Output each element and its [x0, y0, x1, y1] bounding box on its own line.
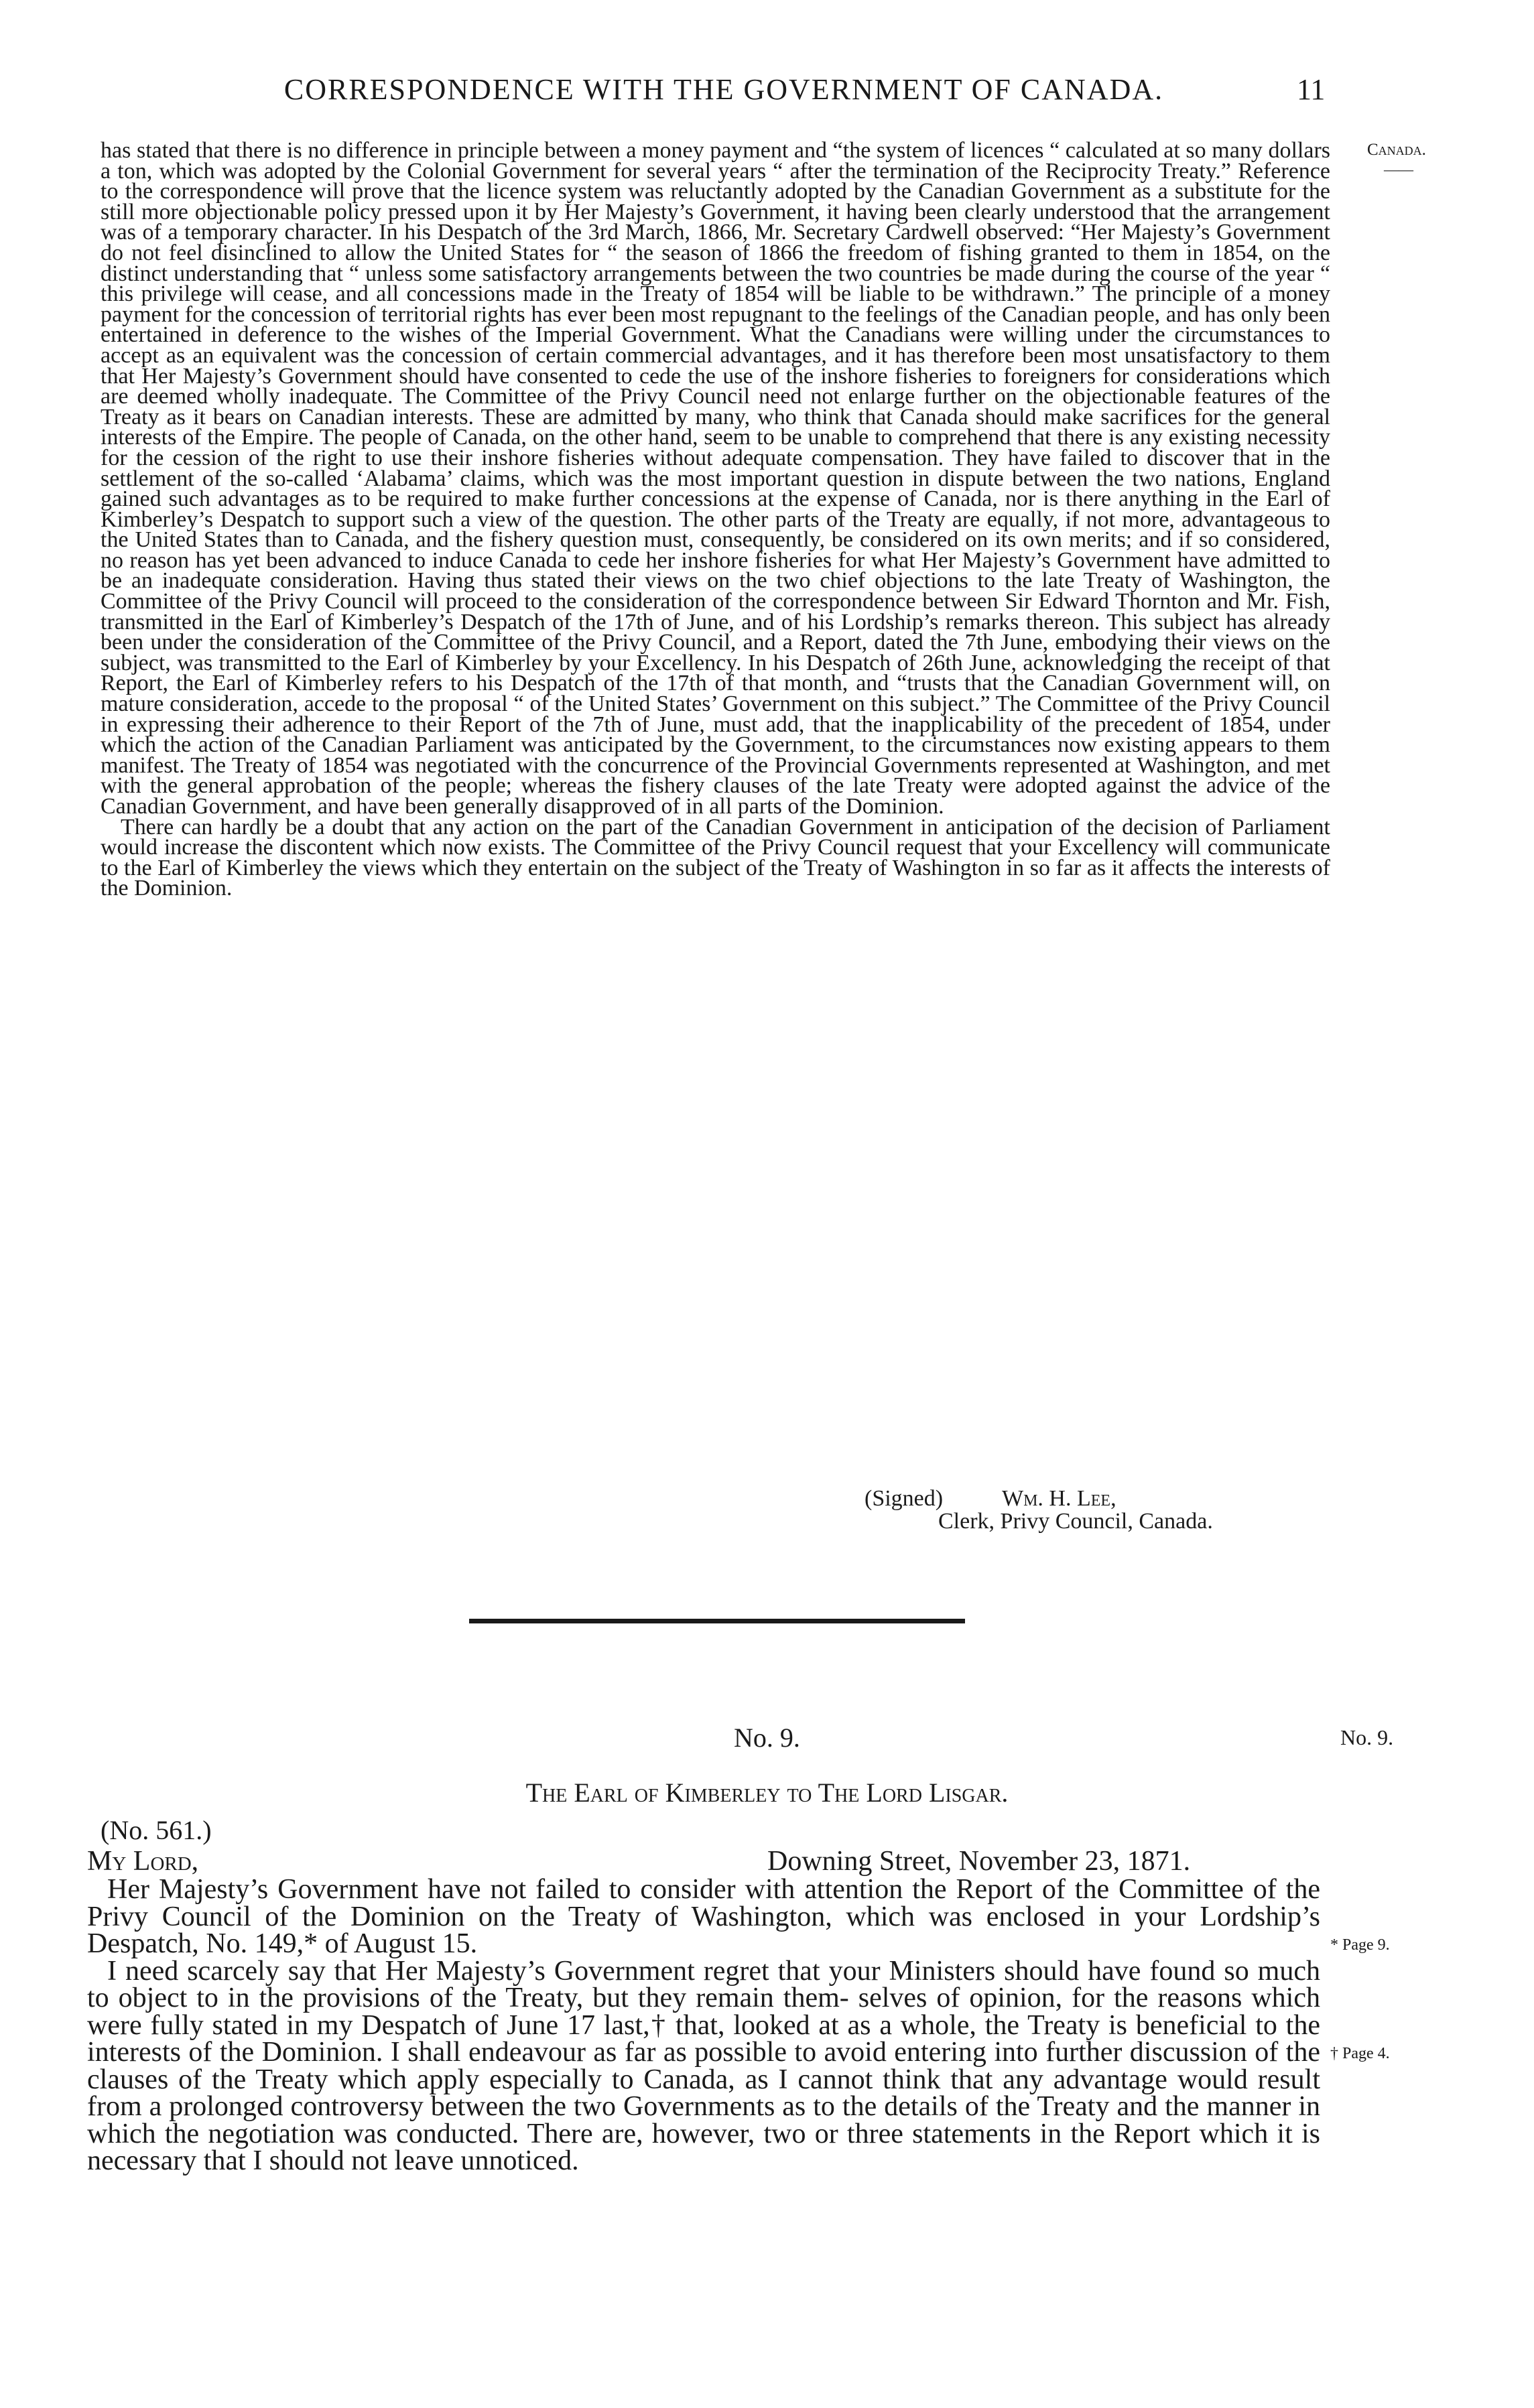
- despatch-p2-line-7: would result from a prolonged controversy between the two Governments as to the: [87, 2064, 1320, 2122]
- margin-note-page4: † Page 4.: [1330, 2045, 1390, 2062]
- despatch-heading: The Earl of Kimberley to The Lord Lisgar.: [525, 1778, 1009, 1808]
- page-number: 11: [1297, 73, 1326, 106]
- despatch-paragraph-2: [87, 1955, 1320, 2176]
- despatch-p2-line-6: of the Treaty which apply especially to Canada, as I cannot think that any advantage: [178, 2064, 1177, 2095]
- despatch-p2-line-3: selves of opinion, for the reasons which were fully stated in my Despatch of June 17: [87, 1983, 1320, 2041]
- section-divider: [469, 1619, 965, 1623]
- despatch-p2-line-9: are, however, two or three statements in the Report which it is necessary that I should: [87, 2118, 1320, 2176]
- despatch-p2-line-8: details of the Treaty and the manner in which the negotiation was conducted. There: [87, 2091, 1320, 2149]
- despatch-reference: (No. 561.): [101, 1815, 212, 1845]
- despatch-p2-line-4: last,† that, looked at as a whole, the Treaty is beneficial to the interests of the Dominion.: [87, 2009, 1320, 2068]
- signer-title: Clerk, Privy Council, Canada.: [938, 1509, 1213, 1534]
- signed-label: (Signed): [865, 1486, 944, 1511]
- signer-name: Wm. H. Lee,: [1002, 1486, 1116, 1511]
- despatch-p2-line-1: I need scarcely say that Her Majesty’s Government regret that your Ministers should: [107, 1955, 1088, 1987]
- despatch-p2-line-2: have found so much to object to in the provisions of the Treaty, but they remain them-: [87, 1955, 1320, 2013]
- despatch-p2-line-10: not leave unnoticed.: [351, 2145, 579, 2176]
- margin-note-page9: * Page 9.: [1330, 1936, 1390, 1954]
- margin-note-dash: ——: [1384, 161, 1413, 178]
- page-header: [0, 72, 1534, 126]
- salutation: My Lord,: [87, 1846, 199, 1877]
- despatch-p1-line-1: Her Majesty’s Government have not failed to consider with attention the Report: [107, 1874, 1042, 1905]
- running-title: CORRESPONDENCE WITH THE GOVERNMENT OF CANADA.: [283, 73, 1164, 106]
- despatch-p1-line-3: which was enclosed in your Lordship’s Despatch, No. 149,* of August 15.: [87, 1901, 1320, 1959]
- report-paragraph-2: There can hardly be a doubt that any action on the part of the Canadian Government in anticipation of the decision of Parliament would increase the discontent which now exists. The Committee of the Privy Council request that your Excellency will communicate to the Earl of Kimberley the views which they entertain on the subject of the Treaty of Washington in so far as it affects the interests of the Dominion.: [101, 814, 1330, 901]
- despatch-paragraph-1: [87, 1876, 1320, 1958]
- margin-note-canada: Canada.: [1367, 141, 1426, 159]
- despatch-body: [87, 1876, 1320, 2175]
- place-date: Downing Street, November 23, 1871.: [767, 1846, 1191, 1877]
- despatch-p2-line-5: I shall endeavour as far as possible to avoid entering into further discussion of the clauses: [87, 2037, 1320, 2095]
- report-paragraph-1: has stated that there is no difference in principle between a money payment and “the system of licences “ calculated at so many dollars a ton, which was adopted by the Colonial Government for several years “ after the termination of the Reciprocity Treaty.” Reference to the correspondence will prove that the licence system was reluctantly adopted by the Canadian Government as a substitute for the still more objectionable policy pressed upon it by Her Majesty’s Government, it having been clearly understood that the arrangement was of a temporary character. In his Despatch of the 3rd March, 1866, Mr. Secretary Cardwell observed: “Her Majesty’s Government do not feel disinclined to allow the United States for “ the season of 1866 the freedom of fishing granted to them in 1854, on the distinct understanding that “ unless some satisfactory arrangements between the two countries be made during the course of the year “ this privilege will cease, and all concessions made in the Treaty of 1854 will be liable to be withdrawn.” The principle of a money payment for the concession of territorial rights has ever been most repugnant to the feelings of the Canadian people, and has only been entertained in deference to the wishes of the Imperial Government. What the Canadians were willing under the circumstances to accept as an equivalent was the concession of certain commercial advantages, and it has therefore been most unsatisfactory to them that Her Majesty’s Government should have consented to cede the use of the inshore fisheries to foreigners for considerations which are deemed wholly inadequate. The Committee of the Privy Council need not enlarge further on the objectionable features of the Treaty as it bears on Canadian interests. These are admitted by many, who think that Canada should make sacrifices for the general interests of the Empire. The people of Canada, on the other hand, seem to be unable to comprehend that there is any existing necessity for the cession of the right to use their inshore fisheries without adequate compensation. They have failed to discover that in the settlement of the so-called ‘Alabama’ claims, which was the most important question in dispute between the two nations, England gained such advantages as to be required to make further concessions at the expense of Canada, nor is there anything in the Earl of Kimberley’s Despatch to support such a view of the question. The other parts of the Treaty are equally, if not more, advantageous to the United States than to Canada, and the fishery question must, consequently, be considered on its own merits; and if so considered, no reason has yet been advanced to induce Canada to cede her inshore fisheries for what Her Majesty’s Government have admitted to be an inadequate consideration. Having thus stated their views on the two chief objections to the late Treaty of Washington, the Committee of the Privy Council will proceed to the consideration of the correspondence between Sir Edward Thornton and Mr. Fish, transmitted in the Earl of Kimberley’s Despatch of the 17th of June, and of his Lordship’s remarks thereon. This subject has already been under the consideration of the Committee of the Privy Council, and a Report, dated the 7th June, embodying their views on the subject, was transmitted to the Earl of Kimberley by your Excellency. In his Despatch of 26th June, acknowledging the receipt of that Report, the Earl of Kimberley refers to his Despatch of the 17th of that month, and “trusts that the Canadian Government will, on mature consideration, accede to the proposal “ of the United States’ Government on this subject.” The Committee of the Privy Council in expressing their adherence to their Report of the 7th of June, must add, that the inapplicability of the precedent of 1854, under which the action of the Canadian Parliament was anticipated by the Government, to the circumstances now existing appears to them manifest. The Treaty of 1854 was negotiated with the concurrence of the Provincial Governments represented at Washington, and met with the general approbation of the people; whereas the fishery clauses of the late Treaty were adopted against the advice of the Canadian Government, and have been generally disapproved of in all parts of the Dominion.: [101, 138, 1330, 819]
- despatch-p1-line-2: of the Committee of the Privy Council of the Dominion on the Treaty of Washington,: [87, 1874, 1320, 1932]
- despatch-number: No. 9.: [734, 1723, 800, 1753]
- report-body: [101, 138, 1330, 901]
- margin-note-no9: No. 9.: [1340, 1725, 1394, 1749]
